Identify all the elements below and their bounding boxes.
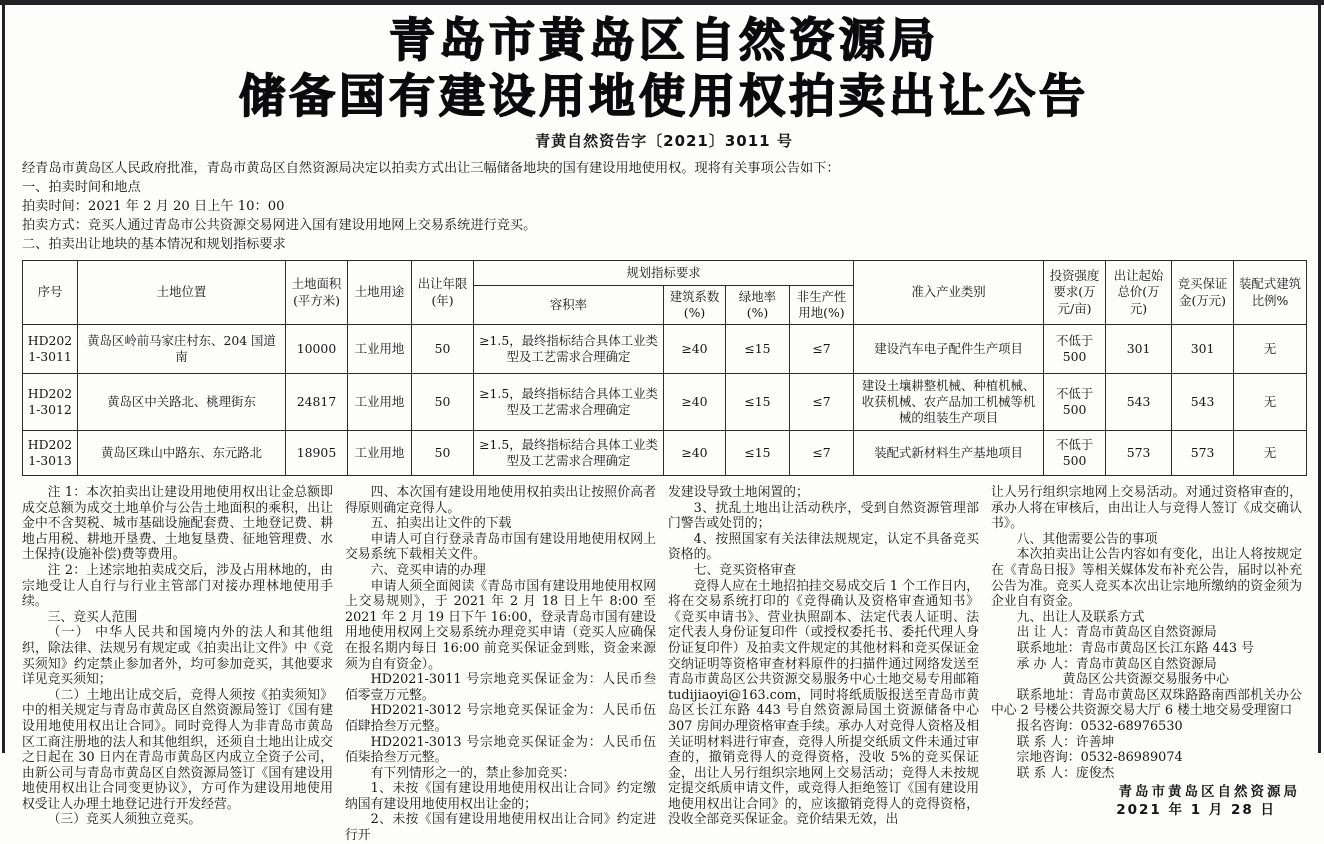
cell-area: 10000: [286, 325, 348, 374]
paragraph: HD2021-3013 号宗地竞买保证金为：人民币伍佰柒拾叁万元整。: [345, 734, 656, 766]
intro-line: 经青岛市黄岛区人民政府批准，青岛市黄岛区自然资源局决定以拍卖方式出让三幅储备地块的国有建设用地使用权。现将有关事项公告如下：: [22, 161, 840, 176]
cell-start-price: 573: [1106, 431, 1172, 476]
cell-use: 工业用地: [348, 431, 412, 476]
cell-industry: 建设土壤耕整机械、种植机械、收获机械、农产品加工机械等机械的组装生产项目: [854, 374, 1044, 431]
body-column-4: [991, 485, 1302, 844]
section-heading: 三、竞买人范围: [47, 609, 138, 625]
page-title-line1: 青岛市黄岛区自然资源局: [389, 13, 939, 67]
cell-industry: 装配式新材料生产基地项目: [854, 431, 1044, 476]
cell-green-rate: ≤15: [726, 431, 790, 476]
cell-plot-ratio: ≥1.5，最终指标结合具体工业类型及工艺需求合理确定: [474, 325, 664, 374]
col-header-nonproductive: 非生产性用地(%): [790, 286, 854, 325]
section-heading: 七、竞买资格审查: [693, 562, 796, 578]
col-header-term: 出让年限(年): [412, 261, 474, 325]
cell-nonproductive: ≤7: [790, 325, 854, 374]
cell-area: 18905: [286, 431, 348, 476]
contact-line: 承 办 人：青岛市黄岛区自然资源局: [1016, 656, 1217, 672]
paragraph: 2、未按《国有建设用地使用权出让合同》约定进行开: [345, 812, 656, 844]
cell-area: 24817: [286, 374, 348, 431]
cell-use: 工业用地: [348, 325, 412, 374]
cell-building-coeff: ≥40: [664, 374, 726, 431]
contact-line: 联系地址：青岛市黄岛区双珠路路南西部机关办公中心 2 号楼公共资源交易大厅 6 楼土地交易受理窗口: [991, 687, 1302, 719]
paragraph: 申请人须全面阅读《青岛市国有建设用地使用权网上交易规则》，于 2021 年 2 月 18 日上午 8:00 至 2021 年 2 月 19 日下午 16:00，登录青岛市国有建设用地使用权网上交易系统办理竞买申请（竞买人应确保在报名期内每日 16:00 前竞买保证金到账，资金来源须为自有资金）。: [345, 578, 656, 672]
cell-green-rate: ≤15: [726, 374, 790, 431]
paragraph: HD2021-3012 号宗地竞买保证金为：人民币伍佰肆拾叁万元整。: [345, 703, 656, 734]
col-header-green-rate: 绿地率(%): [726, 286, 790, 325]
page-title: [22, 12, 1306, 124]
contact-line: 联系地址：青岛市黄岛区长江东路 443 号: [1016, 640, 1254, 656]
paragraph: 注 2：上述宗地拍卖成交后，涉及占用林地的，由宗地受让人自行与行业主管部门对接办理林地使用手续。: [22, 562, 333, 610]
cell-location: 黄岛区珠山中路东、东元路北: [78, 431, 286, 476]
cell-investment: 不低于 500: [1044, 325, 1106, 374]
cell-building-coeff: ≥40: [664, 431, 726, 476]
col-header-area: 土地面积(平方米): [286, 261, 348, 325]
signature-date: 2021 年 1 月 28 日: [1116, 801, 1276, 818]
signature-org: 青岛市黄岛区自然资源局: [1118, 784, 1300, 801]
contact-line: 黄岛区公共资源交易服务中心: [1062, 672, 1230, 688]
page-border-right: [1318, 0, 1321, 753]
paragraph-continuation: 让人另行组织宗地网上交易活动。对通过资格审查的，承办人将在审核后，由出让人与竞得人签订《成交确认书》。: [991, 485, 1302, 532]
cell-plot-ratio: ≥1.5，最终指标结合具体工业类型及工艺需求合理确定: [474, 374, 664, 431]
cell-investment: 不低于 500: [1044, 431, 1106, 476]
cell-location: 黄岛区中关路北、桃理街东: [78, 374, 286, 431]
section-heading: 四、本次国有建设用地使用权拍卖出让按照价高者得原则确定竞得人。: [345, 485, 656, 516]
intro-line: 一、拍卖时间和地点: [22, 180, 141, 195]
paragraph: 申请人可自行登录青岛市国有建设用地使用权网上交易系统下载相关文件。: [345, 531, 656, 563]
doc-number: 青黄自然资告字〔2021〕3011 号: [535, 132, 793, 150]
col-header-investment: 投资强度要求(万元/亩): [1044, 261, 1106, 325]
col-header-use: 土地用途: [348, 261, 412, 325]
cell-green-rate: ≤15: [726, 325, 790, 374]
intro-section: [22, 159, 1306, 254]
cell-start-price: 301: [1106, 325, 1172, 374]
table-row: [23, 431, 1307, 476]
cell-plot-ratio: ≥1.5，最终指标结合具体工业类型及工艺需求合理确定: [474, 431, 664, 476]
cell-use: 工业用地: [348, 374, 412, 431]
contact-line: 宗地咨询：0532-86989074: [1016, 750, 1183, 766]
paragraph: 有下列情形之一的，禁止参加竞买：: [370, 765, 576, 781]
body-column-3: [668, 485, 979, 844]
cell-serial: HD2021-3013: [23, 431, 78, 476]
contact-line: 联 系 人：庞俊杰: [1016, 765, 1115, 781]
body-text-columns: [22, 485, 1306, 844]
cell-deposit: 543: [1172, 374, 1234, 431]
section-heading: 五、拍卖出让文件的下载: [370, 516, 512, 532]
paragraph-continuation: 发建设导致土地闲置的；: [668, 485, 809, 500]
table-header-row-1: [23, 261, 1307, 286]
col-header-industry: 准入产业类别: [854, 261, 1044, 325]
contact-line: 出 让 人：青岛市黄岛区自然资源局: [1016, 625, 1217, 641]
cell-term: 50: [412, 374, 474, 431]
paragraph: 4、按照国家有关法律法规规定，认定不具备竞买资格的。: [668, 531, 979, 563]
col-header-prefab: 装配式建筑比例%: [1234, 261, 1307, 325]
cell-term: 50: [412, 431, 474, 476]
paragraph: 3、扰乱土地出让活动秩序，受到自然资源管理部门警告或处罚的；: [668, 500, 979, 532]
cell-serial: HD2021-3012: [23, 374, 78, 431]
table-row: [23, 325, 1307, 374]
cell-term: 50: [412, 325, 474, 374]
section-heading: 六、竞买申请的办理: [370, 562, 486, 578]
paragraph: 竞得人应在土地招拍挂交易成交后 1 个工作日内，将在交易系统打印的《竞得确认及资格审查通知书》《竞买申请书》、营业执照副本、法定代表人证明、法定代表人身份证复印件（或授权委托书、委托代理人身份证复印件）及拍卖文件规定的其他材料和竞买保证金交纳证明等资格审查材料原件的扫描件通过网络发送至青岛市黄岛区公共资源交易服务中心土地交易专用邮箱 tudijiaoyi@163.com，同时将纸质版报送至青岛市黄岛区长江东路 443 号自然资源局国土资源储备中心 307 房间办理资格审查手续。承办人对竞得人资格及相关证明材料进行审查，竞得人所提交纸质文件未通过审查的，撤销竞得人的竞得资格，没收 5%的竞买保证金，出让人另行组织宗地网上交易活动；竞得人未按规定提交纸质申请文件，或竞得人拒绝签订《国有建设用地使用权出让合同》的，应该撤销竞得人的竞得资格，没收全部竞买保证金。竞价结果无效，出: [668, 578, 979, 828]
page-title-line2: 储备国有建设用地使用权拍卖出让公告: [239, 69, 1089, 123]
cell-nonproductive: ≤7: [790, 374, 854, 431]
intro-line: 二、拍卖出让地块的基本情况和规划指标要求: [22, 237, 286, 252]
cell-investment: 不低于 500: [1044, 374, 1106, 431]
cell-prefab: 无: [1234, 325, 1307, 374]
paragraph: （三）竞买人须独立竞买。: [47, 812, 202, 828]
page-border-left: [2, 0, 5, 753]
cell-start-price: 543: [1106, 374, 1172, 431]
col-header-location: 土地位置: [78, 261, 286, 325]
paragraph: 本次拍卖出让公告内容如有变化，出让人将按规定在《青岛日报》等相关媒体发布补充公告，届时以补充公告为准。竞买人竞买本次出让宗地所缴纳的资金须为企业自有资金。: [991, 547, 1302, 610]
page-border-top: [0, 0, 1324, 5]
paragraph: （二）土地出让成交后，竞得人须按《拍卖须知》中的相关规定与青岛市黄岛区自然资源局签订《国有建设用地使用权出让合同》。同时竞得人为非青岛市黄岛区工商注册地的法人和其他组织，还须自土地出让成交之日起在 30 日内在青岛市黄岛区内成立全资子公司，由新公司与青岛市黄岛区自然资源局签订《国有建设用地使用权出让合同变更协议》，方可作为建设用地使用权受让人办理土地登记进行开发经营。: [22, 687, 333, 812]
intro-line: 拍卖方式：竞买人通过青岛市公共资源交易网进入国有建设用地网上交易系统进行竞买。: [22, 218, 537, 233]
paragraph: （一） 中华人民共和国境内外的法人和其他组织，除法律、法规另有规定或《拍卖出让文件》中《竞买须知》约定禁止参加者外，均可参加竞买，其他要求详见竞买须知；: [22, 625, 333, 688]
contact-line: 联 系 人：许善坤: [1016, 734, 1115, 750]
col-header-building-coeff: 建筑系数(%): [664, 286, 726, 325]
cell-building-coeff: ≥40: [664, 325, 726, 374]
col-header-start-price: 出让起始总价(万元): [1106, 261, 1172, 325]
signature-block: [991, 785, 1302, 818]
paragraph: HD2021-3011 号宗地竞买保证金为：人民币叁佰零壹万元整。: [345, 672, 656, 703]
section-heading: 八、其他需要公告的事项: [1016, 531, 1158, 547]
cell-industry: 建设汽车电子配件生产项目: [854, 325, 1044, 374]
col-header-deposit: 竞买保证金(万元): [1172, 261, 1234, 325]
cell-prefab: 无: [1234, 374, 1307, 431]
cell-deposit: 301: [1172, 325, 1234, 374]
body-column-1: [22, 485, 333, 844]
section-heading: 九、出让人及联系方式: [1016, 609, 1145, 625]
land-parcel-table: [22, 260, 1307, 476]
cell-nonproductive: ≤7: [790, 431, 854, 476]
col-header-serial: 序号: [23, 261, 78, 325]
col-header-planning-group: 规划指标要求: [474, 261, 854, 286]
paragraph: 注 1：本次拍卖出让建设用地使用权出让金总额即成交总额为成交土地单价与公告土地面积的乘积，出让金中不含契税、城市基础设施配套费、土地登记费、耕地占用税、耕地开垦费、土地复垦费、征地管理费、水土保持(设施补偿)费等费用。: [22, 485, 333, 563]
cell-deposit: 573: [1172, 431, 1234, 476]
cell-prefab: 无: [1234, 431, 1307, 476]
table-row: [23, 374, 1307, 431]
intro-line: 拍卖时间：2021 年 2 月 20 日上午 10：00: [22, 199, 285, 214]
cell-location: 黄岛区岭前马家庄村东、204 国道南: [78, 325, 286, 374]
paragraph: 1、未按《国有建设用地使用权出让合同》约定缴纳国有建设用地使用权出让金的；: [345, 781, 656, 812]
col-header-plot-ratio: 容积率: [474, 286, 664, 325]
contact-line: 报名咨询：0532-68976530: [1016, 718, 1183, 734]
body-column-2: [345, 485, 656, 844]
announcement-page: [22, 8, 1306, 844]
cell-serial: HD2021-3011: [23, 325, 78, 374]
